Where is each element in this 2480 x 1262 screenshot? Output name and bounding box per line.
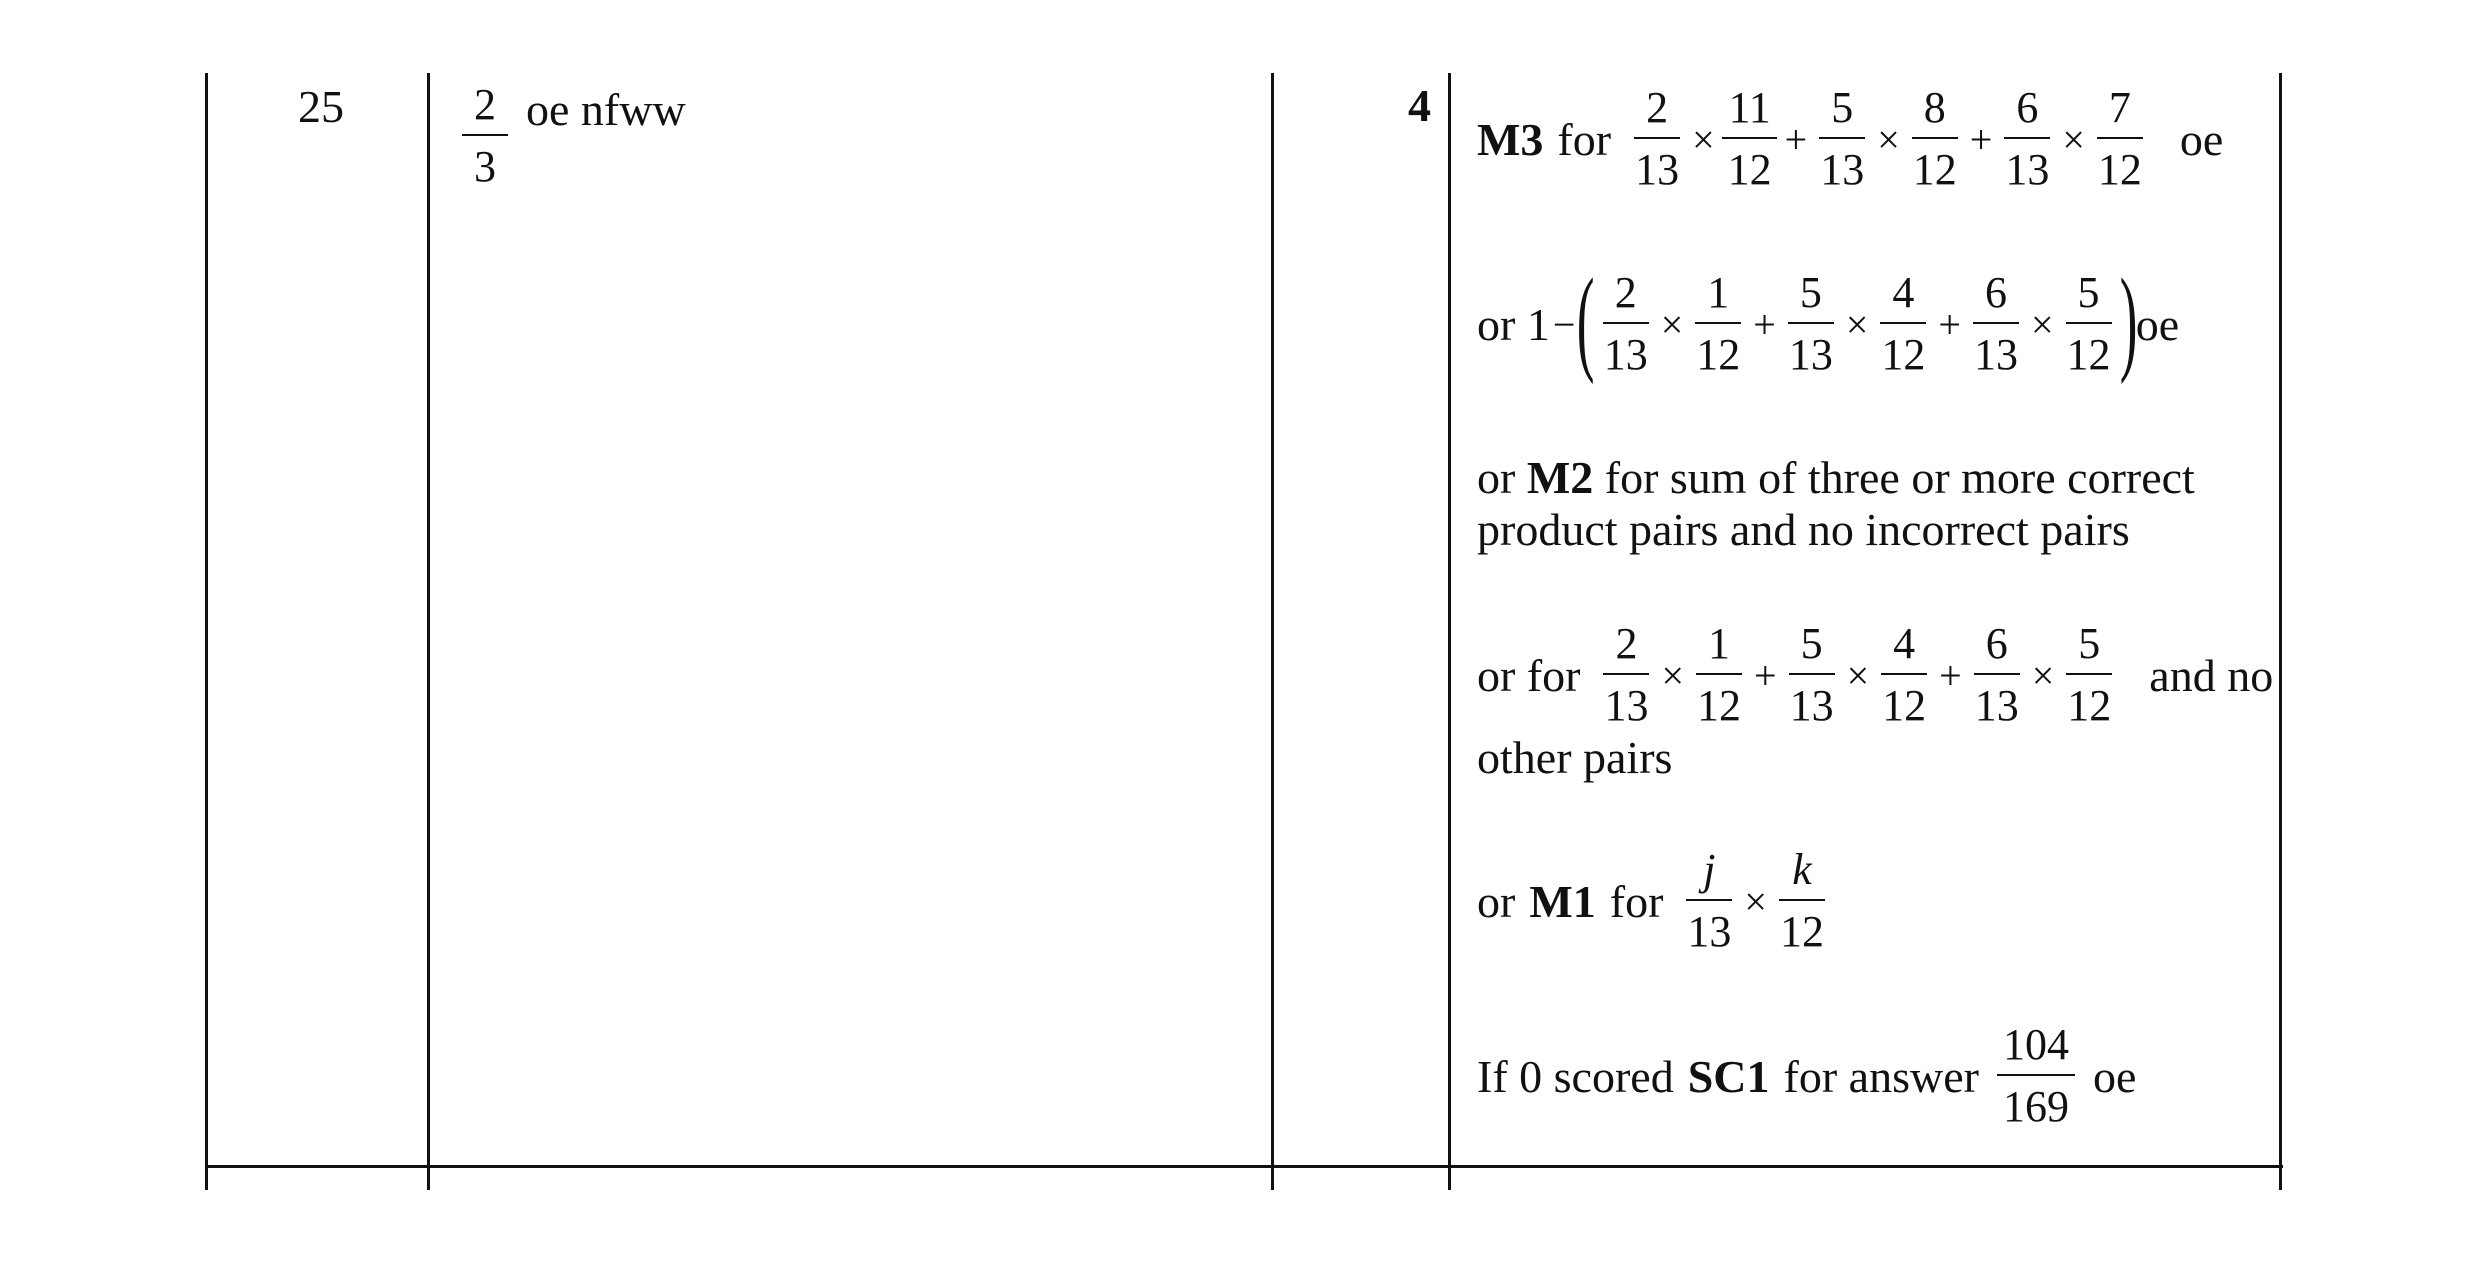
fraction: $\frac{5}{12}$	[2067, 619, 2112, 730]
question-number: 25	[298, 81, 344, 132]
guidance-m2-line2: product pairs and no incorrect pairs	[1477, 504, 2130, 555]
fraction: $\frac{6}{13}$	[1974, 619, 2019, 730]
answer-cell	[458, 80, 686, 191]
table-divider-3	[1448, 73, 1451, 1190]
table-border-right	[2279, 73, 2282, 1190]
guidance-sc1: If 0 scored SC1 for answer 104 169 oe	[1477, 1020, 2137, 1131]
fraction: $\frac{2}{13}$	[1635, 83, 1680, 194]
table-divider-1	[427, 73, 430, 1190]
table-border-left	[205, 73, 208, 1190]
guidance-m1: or M1 for $\frac{j}{13}$ × $\frac{k}{12}$	[1477, 848, 1834, 954]
m2-label: M2	[1526, 452, 1594, 503]
open-paren: (	[1577, 254, 1595, 385]
fraction: 104 169	[1997, 1023, 2075, 1129]
table-divider-2	[1271, 73, 1274, 1190]
fraction: $\frac{7}{12}$	[2097, 83, 2142, 194]
table-row-border	[207, 1165, 2283, 1168]
fraction: $\frac{2}{13}$	[1603, 268, 1648, 379]
fraction: $\frac{11}{12}$	[1722, 86, 1778, 192]
fraction: $\frac{5}{12}$	[2066, 268, 2111, 379]
fraction: $\frac{5}{13}$	[1820, 83, 1865, 194]
answer-suffix: oe nfww	[526, 83, 686, 135]
guidance-m2-line1: or M2 for sum of three or more correct	[1477, 452, 2195, 503]
m1-label: M1	[1529, 875, 1596, 927]
m3-label: M3	[1477, 113, 1544, 165]
marks-value: 4	[1408, 80, 1431, 131]
fraction: $\frac{2}{13}$	[1604, 619, 1649, 730]
fraction: $\frac{5}{13}$	[1789, 619, 1834, 730]
fraction: $\frac{6}{13}$	[1973, 268, 2018, 379]
answer-fraction: 2 3	[462, 83, 508, 189]
fraction: $\frac{5}{13}$	[1788, 268, 1833, 379]
fraction: $\frac{6}{13}$	[2005, 83, 2050, 194]
sc1-label: SC1	[1687, 1050, 1770, 1102]
guidance-m3: M3 for $\frac{2}{13}$ × $\frac{11}{12}$ + $\frac{5}{13}$ × $\frac{8}{12}$ + $\frac{6}{13}$ × $\frac{7}{12}$ oe	[1477, 83, 2224, 194]
close-paren: )	[2119, 254, 2137, 385]
guidance-or-for: or for $\frac{2}{13}$ × $\frac{1}{12}$ + $\frac{5}{13}$ × $\frac{4}{12}$ + $\frac{6}{13}$ × $\frac{5}{12}$ and no	[1477, 619, 2274, 730]
fraction: $\frac{1}{12}$	[1696, 268, 1741, 379]
fraction: $\frac{j}{13}$	[1687, 845, 1732, 956]
fraction: $\frac{k}{12}$	[1779, 845, 1824, 956]
guidance-alt: or 1 − ( $\frac{2}{13}$ × $\frac{1}{12}$ + $\frac{5}{13}$ × $\frac{4}{12}$ + $\frac{6}{13}$ × $\frac{5}{12}$ ) oe	[1477, 254, 2180, 385]
guidance-or-for-line2: other pairs	[1477, 732, 1673, 783]
fraction: $\frac{1}{12}$	[1697, 619, 1742, 730]
fraction: $\frac{4}{12}$	[1881, 268, 1926, 379]
fraction: $\frac{4}{12}$	[1882, 619, 1927, 730]
fraction: $\frac{8}{12}$	[1912, 83, 1957, 194]
